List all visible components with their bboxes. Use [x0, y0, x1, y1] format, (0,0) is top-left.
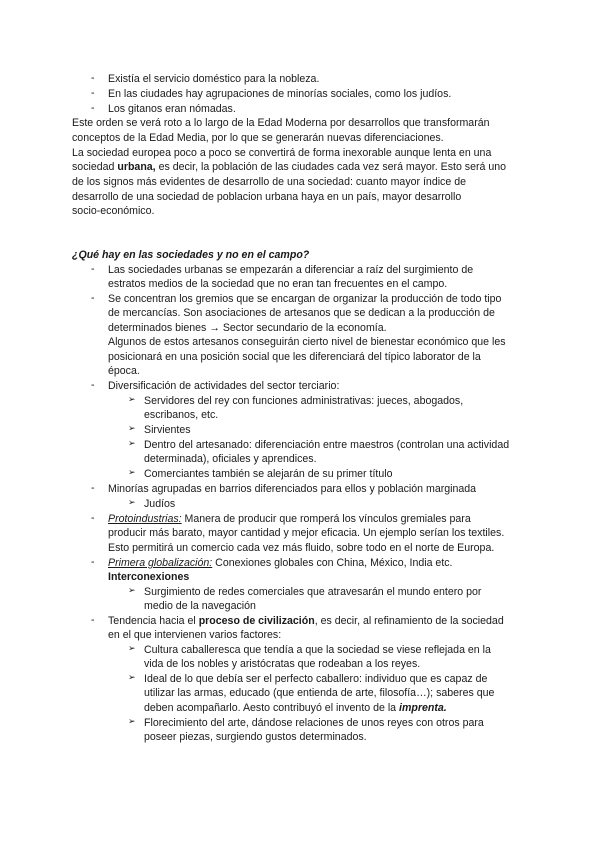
sub-list-item: Comerciantes también se alejarán de su primer título — [144, 468, 393, 480]
list-item: posicionará en una posición social que les diferenciará del típico laborator de la — [108, 351, 481, 363]
list-item: de mercancías. Son asociaciones de artesanos que se dedican a la producción de — [108, 307, 495, 319]
bullet-dash: - — [91, 556, 95, 568]
paragraph-line: de los signos más evidentes de desarrollo de una sociedad: cuanto mayor índice de — [72, 176, 466, 188]
sub-list-item: Servidores del rey con funciones administrativas: jueces, abogados, — [144, 395, 464, 407]
list-item-bold: Interconexiones — [108, 571, 190, 583]
sub-list-item: Cultura caballeresca que tendía a que la sociedad se viese reflejada en la — [144, 644, 491, 656]
bullet-dash: - — [91, 512, 95, 524]
sub-list-item: Surgimiento de redes comerciales que atravesarán el mundo entero por — [144, 586, 482, 598]
list-item: Las sociedades urbanas se empezarán a diferenciar a raíz del surgimiento de — [108, 264, 474, 276]
sub-list-item: poseer piezas, surgiendo gustos determinados. — [144, 731, 367, 743]
arrow-bullet-icon: ➢ — [128, 467, 136, 477]
arrow-bullet-icon: ➢ — [128, 716, 136, 726]
list-item: En las ciudades hay agrupaciones de minorías sociales, como los judíos. — [108, 88, 452, 100]
list-item: Se concentran los gremios que se encargan de organizar la producción de todo tipo — [108, 293, 502, 305]
sub-list-item: Judíos — [144, 498, 176, 510]
list-item: determinados bienes → Sector secundario de la economía. — [108, 322, 387, 334]
arrow-bullet-icon: ➢ — [128, 672, 136, 682]
sub-list-item: escribanos, etc. — [144, 409, 219, 421]
paragraph-line: Este orden se verá roto a lo largo de la Edad Moderna por desarrollos que transformarán — [72, 117, 490, 129]
paragraph-line: socio-económico. — [72, 205, 155, 217]
sub-list-item: Dentro del artesanado: diferenciación entre maestros (controlan una actividad — [144, 439, 510, 451]
section-heading: ¿Qué hay en las sociedades y no en el campo? — [72, 249, 310, 261]
list-item: Primera globalización: Conexiones globales con China, México, India etc. — [108, 557, 453, 569]
sub-list-item: deben acompañarlo. Aesto contribuyó el invento de la imprenta. — [144, 702, 447, 714]
list-item: Tendencia hacia el proceso de civilización, es decir, al refinamiento de la sociedad — [108, 615, 504, 627]
sub-list-item: Sirvientes — [144, 424, 191, 436]
list-item: época. — [108, 365, 140, 377]
arrow-bullet-icon: ➢ — [128, 585, 136, 595]
paragraph-line: conceptos de la Edad Media, por lo que se generarán nuevas diferenciaciones. — [72, 132, 444, 144]
arrow-bullet-icon: ➢ — [128, 643, 136, 653]
list-item: estratos medios de la sociedad que no eran tan frecuentes en el campo. — [108, 278, 448, 290]
list-item: en el que intervienen varios factores: — [108, 629, 282, 641]
list-item: Esto permitirá un comercio cada vez más fluido, sobre todo en el norte de Europa. — [108, 542, 495, 554]
arrow-bullet-icon: ➢ — [128, 423, 136, 433]
bullet-dash: - — [91, 72, 95, 84]
bullet-dash: - — [91, 379, 95, 391]
paragraph-line: La sociedad europea poco a poco se convertirá de forma inexorable aunque lenta en una — [72, 147, 492, 159]
sub-list-item: vida de los nobles y aristócratas que rodeaban a los reyes. — [144, 658, 421, 670]
sub-list-item: Ideal de lo que debía ser el perfecto caballero: individuo que es capaz de — [144, 673, 488, 685]
arrow-bullet-icon: ➢ — [128, 438, 136, 448]
bullet-dash: - — [91, 263, 95, 275]
bullet-dash: - — [91, 102, 95, 114]
bullet-dash: - — [91, 87, 95, 99]
sub-list-item: Florecimiento del arte, dándose relaciones de unos reyes con otros para — [144, 717, 484, 729]
paragraph-line: desarrollo de una sociedad de poblacion urbana haya en un país, mayor desarrollo — [72, 191, 462, 203]
list-item: Diversificación de actividades del sector terciario: — [108, 380, 340, 392]
sub-list-item: medio de la navegación — [144, 600, 256, 612]
sub-list-item: determinada), oficiales y aprendices. — [144, 453, 317, 465]
arrow-bullet-icon: ➢ — [128, 394, 136, 404]
list-item: Minorías agrupadas en barrios diferenciados para ellos y población marginada — [108, 483, 477, 495]
list-item: Existía el servicio doméstico para la nobleza. — [108, 73, 320, 85]
list-item: Los gitanos eran nómadas. — [108, 103, 236, 115]
list-item: Algunos de estos artesanos conseguirán cierto nivel de bienestar económico que les — [108, 336, 506, 348]
bullet-dash: - — [91, 482, 95, 494]
paragraph-line: sociedad urbana, es decir, la población de las ciudades cada vez será mayor. Esto será uno — [72, 161, 507, 173]
arrow-bullet-icon: ➢ — [128, 497, 136, 507]
sub-list-item: utilizar las armas, educado (que entienda de arte, filosofía…); saberes que — [144, 687, 495, 699]
bullet-dash: - — [91, 292, 95, 304]
bullet-dash: - — [91, 614, 95, 626]
list-item: Protoindustrias: Manera de producir que romperá los vínculos gremiales para — [108, 513, 471, 525]
list-item: producir más barato, mayor cantidad y mejor eficacia. Un ejemplo serían los textiles. — [108, 527, 505, 539]
